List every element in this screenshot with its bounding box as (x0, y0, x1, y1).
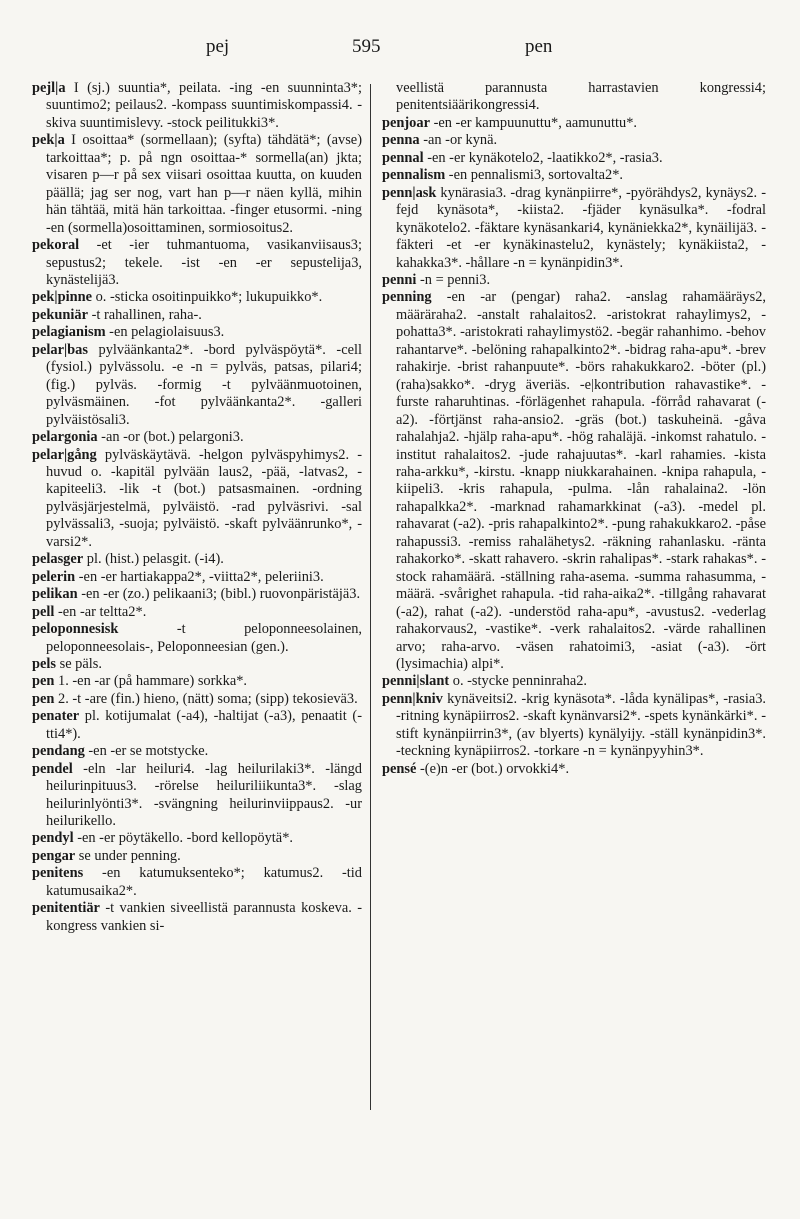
dictionary-entry (32, 604, 362, 621)
entry-definition: -en -er hartiakappa2*, -viitta2*, peleriini3. (75, 568, 324, 585)
entry-definition: I osoittaa* (sormellaan); (syfta) tähdätä*; (avse) tarkoittaa*; p. på ngn osoittaa-* sormella(an) jkta; visaren p—r på sex viisari osoittaa kuutta, on kuuden päällä; jag ser nog, vart han p—r näen kyllä, mihin hän tähtää, mitä hän tarkoittaa. -finger etusormi. -ning -en (sormella)osoittaminen, sormiosoitus2. (46, 132, 362, 236)
entry-definition: -t rahallinen, raha-. (87, 306, 202, 323)
dictionary-entry (32, 80, 362, 132)
entry-headword: pendyl (32, 830, 74, 847)
entry-headword: pelikan (32, 586, 78, 603)
entry-headword: pek|a (32, 132, 65, 149)
entry-headword: pels (32, 655, 56, 672)
entry-definition: -n = penni3. (416, 271, 491, 288)
dictionary-entry (32, 307, 362, 324)
entry-headword: pekoral (32, 237, 80, 254)
entry-definition: -(e)n -er (bot.) orvokki4*. (416, 760, 570, 777)
entry-definition: pl. kotijumalat (-a4), -haltijat (-a3), penaatit (-tti4*). (46, 708, 362, 742)
entry-headword: penater (32, 708, 80, 725)
entry-definition: -en pennalismi3, sortovalta2*. (445, 167, 624, 184)
dictionary-entry (32, 691, 362, 708)
dictionary-entry (32, 673, 362, 690)
entry-definition: -en -er kynäkotelo2, -laatikko2*, -rasia3. (423, 149, 663, 166)
dictionary-entry (32, 569, 362, 586)
dictionary-entry (32, 708, 362, 743)
entry-headword: penni|slant (382, 673, 450, 690)
entry-definition: -en -er (zo.) pelikaani3; (bibl.) ruovonpäristäjä3. (77, 586, 361, 603)
entry-headword: pekuniär (32, 306, 88, 323)
entry-headword: penitens (32, 865, 84, 882)
dictionary-entry (382, 761, 766, 778)
entry-headword: penni (382, 271, 417, 288)
left-running-head: pej (206, 36, 230, 57)
dictionary-entry (32, 586, 362, 603)
entry-definition: pl. (hist.) pelasgit. (-i4). (83, 551, 224, 568)
entry-headword: pendang (32, 743, 85, 760)
entry-headword: pelerin (32, 568, 76, 585)
entry-definition: -t vankien siveellistä parannusta koskeva. -kongress vankien si- (46, 900, 362, 934)
entry-definition: 1. -en -ar (på hammare) sorkka*. (54, 673, 247, 690)
entry-headword: pell (32, 603, 55, 620)
column-divider (370, 84, 371, 1110)
entry-headword: pengar (32, 847, 76, 864)
dictionary-entry (382, 185, 766, 272)
left-column (32, 80, 362, 935)
entry-headword: pelar|bas (32, 341, 88, 358)
entry-definition: -an -or (bot.) pelargoni3. (97, 429, 244, 446)
entry-headword: pelasger (32, 551, 84, 568)
dictionary-entry (32, 830, 362, 847)
dictionary-entry (32, 447, 362, 552)
dictionary-entry (32, 342, 362, 429)
entry-definition: se under penning. (75, 847, 181, 864)
entry-headword: peloponnesisk (32, 621, 119, 638)
entry-headword: pejl|a (32, 80, 66, 96)
entry-definition: -en -er kampuunuttu*, aamunuttu*. (429, 114, 637, 131)
dictionary-entry (32, 551, 362, 568)
entry-headword: pen (32, 673, 55, 690)
dictionary-entry (382, 691, 766, 761)
entry-headword: penna (382, 132, 420, 149)
entry-definition: I (sj.) suuntia*, peilata. -ing -en suunninta3*; suuntimo2; peilaus2. -kompass suuntimiskompassi4. -skiva suuntimislevy. -stock peilitukki3*. (46, 80, 362, 131)
dictionary-entry (32, 132, 362, 237)
dictionary-entry (32, 656, 362, 673)
page-header (0, 36, 800, 66)
entry-definition: kynärasia3. -drag kynänpiirre*, -pyörähdys2, kynäys2. -fejd kynäsota*, -kiista2. -fjäder kynäsulka*. -fodral kynäkotelo2. -fäktare kynäsankari4, kynäniekka2*, kynäilijä3. -fäkteri -et -er kynäkinastelu2, kynästely; kynäkiista2, -kahakka3*. -hållare -n = kynänpidin3*. (396, 184, 766, 271)
entry-definition: o. -sticka osoitinpuikko*; lukupuikko*. (91, 289, 323, 306)
entry-definition: -en pelagiolaisuus3. (105, 324, 225, 341)
dictionary-entry (32, 743, 362, 760)
entry-definition: -en -ar teltta2*. (54, 603, 147, 620)
entry-headword: pelar|gång (32, 446, 97, 463)
entry-headword: pen (32, 690, 55, 707)
entry-definition: -en -er pöytäkello. -bord kellopöytä*. (73, 830, 293, 847)
entry-definition: veellistä parannusta harrastavien kongressi4; penitentsiäärikongressi4. (396, 80, 766, 114)
dictionary-entry (382, 167, 766, 184)
entry-definition: -en -ar (pengar) raha2. -anslag rahamääräys2, määräraha2. -anstalt rahalaitos2. -aristokrat rahaylimys2, -pohatta3*. -aristokrati rahaylimystö2. -begär rahanhimo. -behov rahantarve*. -belöning rahapalkinto2*. -bidrag raha-apu*. -brev rahakirje. -brist rahanpuute*. -börs rahakukkaro2. -böter (pl.) (raha)sakko*. -dryg äveriäs. -e|kontribution rahavastike*. -furste raharuhtinas. -förlägenhet rahapula. -förråd rahavarat (-a2). -förtjänst raha-ansio2. -gräs (bot.) taskuheinä. -gåva rahalahja2. -hjälp raha-apu*. -hög rahaläjä. -inkomst rahatulo. -institut rahalaitos2. -jude rahajuutas*. -karl rahamies. -kista raha-arkku*, -kirstu. -knapp niukkarahainen. -knipa rahapula, -kiipeli3. -kris rahapula, -pulma. -lån rahalaina2. -lön rahapalkka2*. -marknad rahamarkkinat (-a3). -medel pl. rahavarat (-a2). -pris rahapalkinto2*. -pung rahakukkaro2. -påse rahapussi3. -remiss rahalähetys2. -räkning rahanlasku. -ränta rahakorko*. -skatt rahavero. -skrin rahalipas*. -stark rahakas*. -stock rahamäärä. -ställning raha-asema. -summa rahasumma, -määrä. -svårighet rahapula. -tid raha-aika2*. -tillgång rahavarat (-a2), rahat (-a2). -understöd raha-apu*, -avustus2. -vederlag rahakorvaus2, -vastike*. -verk rahalaitos2. -värde rahallinen arvo; raha-arvo. -väsen rahatoimi3, -asiat (-a3). -ört (lysimachia) alpi*. (396, 289, 766, 672)
dictionary-entry (382, 272, 766, 289)
dictionary-entry (32, 865, 362, 900)
entry-headword: penning (382, 289, 432, 306)
entry-definition: kynäveitsi2. -krig kynäsota*. -låda kynälipas*, -rasia3. -ritning kynäpiirros2. -skaft kynänvarsi2*. -spets kynänkärki*. -stift kynänpiirrin3*, (av blyerts) kynälyijy. -ställ kynänpidin3*. -teckning kynäpiirros2. -torkare -n = kynänpyyhin3*. (396, 690, 766, 760)
dictionary-entry (382, 673, 766, 690)
dictionary-entry (32, 761, 362, 831)
entry-definition: se päls. (56, 655, 102, 672)
dictionary-entry (32, 621, 362, 656)
entry-definition: -t peloponneesolainen, peloponneesolais-, Peloponneesian (gen.). (46, 621, 362, 655)
entry-definition: -en katumuksenteko*; katumus2. -tid katumusaika2*. (46, 865, 362, 899)
dictionary-entry (32, 848, 362, 865)
dictionary-entry (32, 429, 362, 446)
entry-headword: penjoar (382, 114, 430, 131)
entry-definition: -en -er se motstycke. (84, 743, 209, 760)
entry-definition: -an -or kynä. (419, 132, 498, 149)
dictionary-entry (32, 900, 362, 935)
entry-headword: penn|kniv (382, 690, 443, 707)
entry-definition: pylväskäytävä. -helgon pylväspyhimys2. -huvud o. -kapitäl pylvään laus2, -pää, -latvas2, -kapiteeli3. -lik -t (bot.) patsasmainen. -ordning pylväsjärjestelmä, pylväistö. -rad pylväsrivi. -sal pylvässali3, -suoja; pylväistö. -skaft pylväänrunko*, -varsi2*. (46, 446, 362, 550)
dictionary-entry (382, 132, 766, 149)
dictionary-entry (32, 324, 362, 341)
dictionary-entry (382, 115, 766, 132)
entry-headword: pelargonia (32, 429, 98, 446)
right-running-head: pen (525, 36, 553, 57)
entry-headword: pennal (382, 149, 424, 166)
entry-headword: penitentiär (32, 900, 100, 917)
entry-definition: -et -ier tuhmantuoma, vasikanviisaus3; sepustus2; tekele. -ist -en -er sepustelija3, kynästelijä3. (46, 237, 362, 288)
dictionary-entry (382, 80, 766, 115)
dictionary-entry (32, 289, 362, 306)
right-column (382, 80, 766, 778)
entry-headword: pennalism (382, 167, 446, 184)
entry-headword: pek|pinne (32, 289, 92, 306)
entry-headword: penn|ask (382, 184, 437, 201)
entry-headword: pelagianism (32, 324, 106, 341)
entry-definition: 2. -t -are (fin.) hieno, (nätt) soma; (sipp) tekosievä3. (54, 690, 358, 707)
page-number: 595 (352, 36, 381, 57)
dictionary-entry (382, 150, 766, 167)
dictionary-entry (382, 289, 766, 673)
entry-definition: o. -stycke penninraha2. (449, 673, 588, 690)
entry-definition: pylväänkanta2*. -bord pylväspöytä*. -cell (fysiol.) pylvässolu. -e -n = pylväs, patsas, pilari4; (fig.) pylväs. -formig -t pylväänmuotoinen, pylväsmäinen. -fot pylväänkanta2*. -galleri pylväistösali3. (46, 341, 362, 428)
entry-definition: -eln -lar heiluri4. -lag heilurilaki3*. -längd heilurinpituus3. -rörelse heiluriliikunta3*. -slag heilurinlyönti3*. -svängning heilurinviippaus2. -ur heilurikello. (46, 760, 362, 830)
dictionary-entry (32, 237, 362, 289)
entry-headword: pensé (382, 760, 417, 777)
entry-headword: pendel (32, 760, 73, 777)
